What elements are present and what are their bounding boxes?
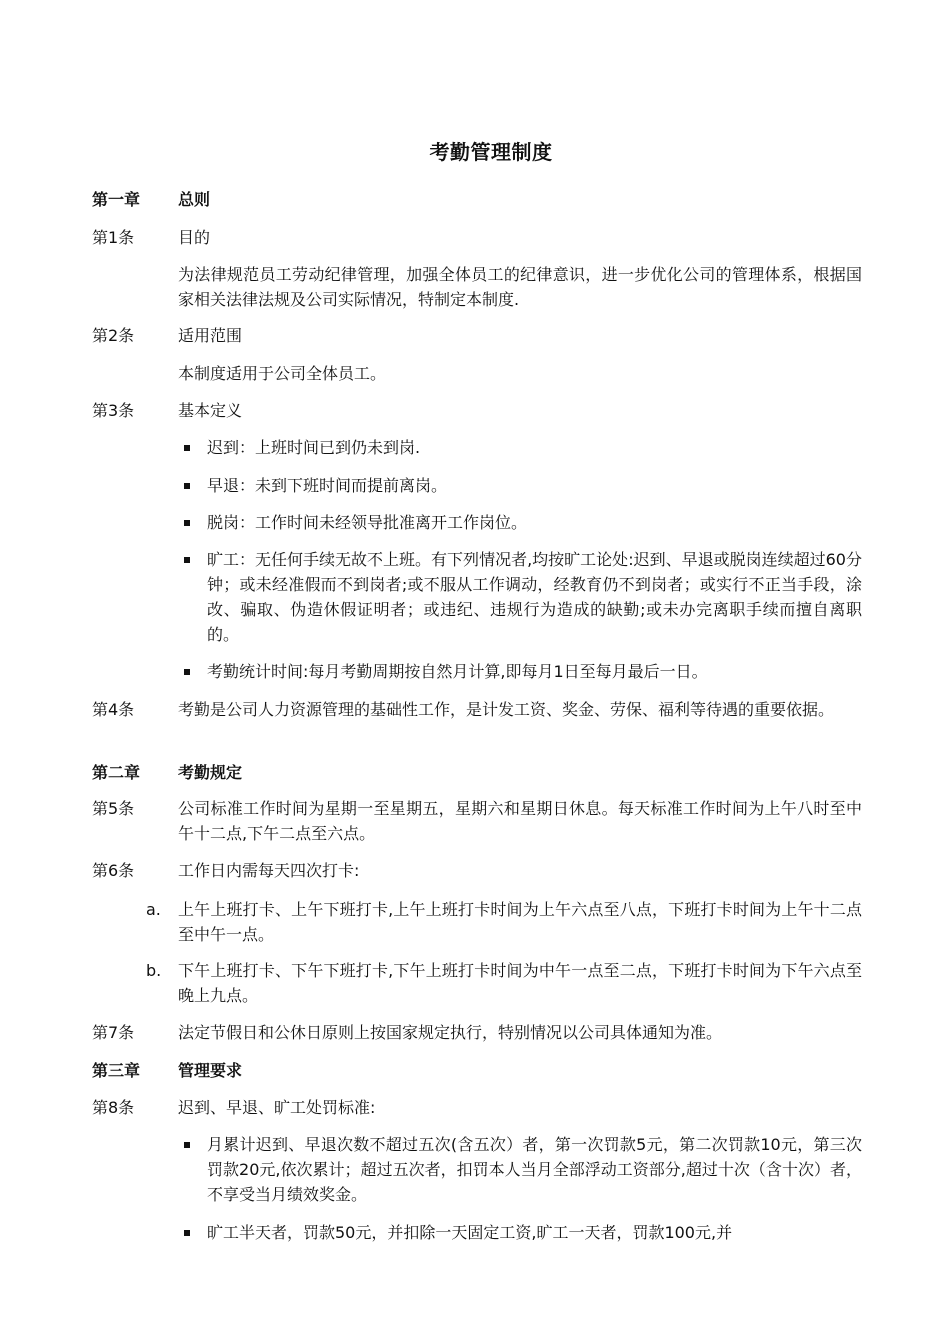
list-marker: a. [146,900,161,919]
definition-item [178,435,862,460]
chapter-title: 考勤规定 [178,763,243,782]
penalty-text: 月累计迟到、早退次数不超过五次(含五次）者，第一次罚款5元，第二次罚款10元，第三次罚款20元,依次累计；超过五次者，扣罚本人当月全部浮动工资部分,超过十次（含十次）者，不享受当月绩效奖金。 [207,1135,862,1204]
document-title: 考勤管理制度 [429,140,553,164]
article-label: 第3条 [92,401,135,420]
list-marker: b. [146,961,162,980]
bullet-marker [184,520,190,526]
article-label: 第8条 [92,1098,135,1117]
penalty-item [178,1220,862,1245]
article-8-text: 迟到、早退、旷工处罚标准: [178,1098,376,1117]
chapter-label: 第一章 [92,190,141,209]
chapter-label: 第二章 [92,763,141,782]
punch-rule-text: 下午上班打卡、下午下班打卡,下午上班打卡时间为中午一点至二点，下班打卡时间为下午六点至晚上九点。 [178,961,862,1005]
definition-item [178,547,862,647]
article-label: 第4条 [92,700,135,719]
definition-text: 考勤统计时间:每月考勤周期按自然月计算,即每月1日至每月最后一日。 [207,662,708,681]
article-6-text: 工作日内需每天四次打卡: [178,861,360,880]
article-5-text: 公司标准工作时间为星期一至星期五，星期六和星期日休息。每天标准工作时间为上午八时至中午十二点,下午二点至六点。 [178,799,862,843]
penalty-item [178,1132,862,1207]
article-label: 第1条 [92,228,135,247]
bullet-marker [184,445,190,451]
bullet-marker [184,557,190,563]
article-2-paragraph: 本制度适用于公司全体员工。 [178,364,387,383]
article-1-paragraph: 为法律规范员工劳动纪律管理，加强全体员工的纪律意识，进一步优化公司的管理体系，根据国家相关法律法规及公司实际情况，特制定本制度. [178,265,862,309]
definition-item [178,473,862,498]
article-label: 第6条 [92,861,135,880]
punch-rule-text: 上午上班打卡、上午下班打卡,上午上班打卡时间为上午六点至八点，下班打卡时间为上午十二点至中午一点。 [178,900,862,944]
article-4-text: 考勤是公司人力资源管理的基础性工作，是计发工资、奖金、劳保、福利等待遇的重要依据。 [178,700,835,719]
bullet-marker [184,1230,190,1236]
bullet-marker [184,669,190,675]
article-heading: 目的 [178,228,211,247]
bullet-marker [184,1142,190,1148]
definition-text: 旷工：无任何手续无故不上班。有下列情况者,均按旷工论处:迟到、早退或脱岗连续超过60分钟；或未经准假而不到岗者;或不服从工作调动，经教育仍不到岗者；或实行不正当手段，涂改、骗取、伪造休假证明者；或违纪、违规行为造成的缺勤;或未办完离职手续而擅自离职的。 [207,550,862,644]
definition-text: 早退：未到下班时间而提前离岗。 [207,476,448,495]
punch-rule-item [146,958,862,1008]
chapter-title: 管理要求 [178,1061,243,1080]
definition-item [178,659,862,684]
definition-text: 迟到：上班时间已到仍未到岗. [207,438,421,457]
article-label: 第7条 [92,1023,135,1042]
article-heading: 适用范围 [178,326,243,345]
punch-rule-item [146,897,862,947]
article-label: 第5条 [92,799,135,818]
chapter-title: 总则 [178,190,211,209]
article-label: 第2条 [92,326,135,345]
chapter-label: 第三章 [92,1061,141,1080]
article-heading: 基本定义 [178,401,243,420]
penalty-text: 旷工半天者，罚款50元，并扣除一天固定工资,旷工一天者，罚款100元,并 [207,1223,733,1242]
definition-item [178,510,862,535]
article-7-text: 法定节假日和公休日原则上按国家规定执行，特别情况以公司具体通知为准。 [178,1023,723,1042]
definition-text: 脱岗：工作时间未经领导批准离开工作岗位。 [207,513,528,532]
bullet-marker [184,483,190,489]
